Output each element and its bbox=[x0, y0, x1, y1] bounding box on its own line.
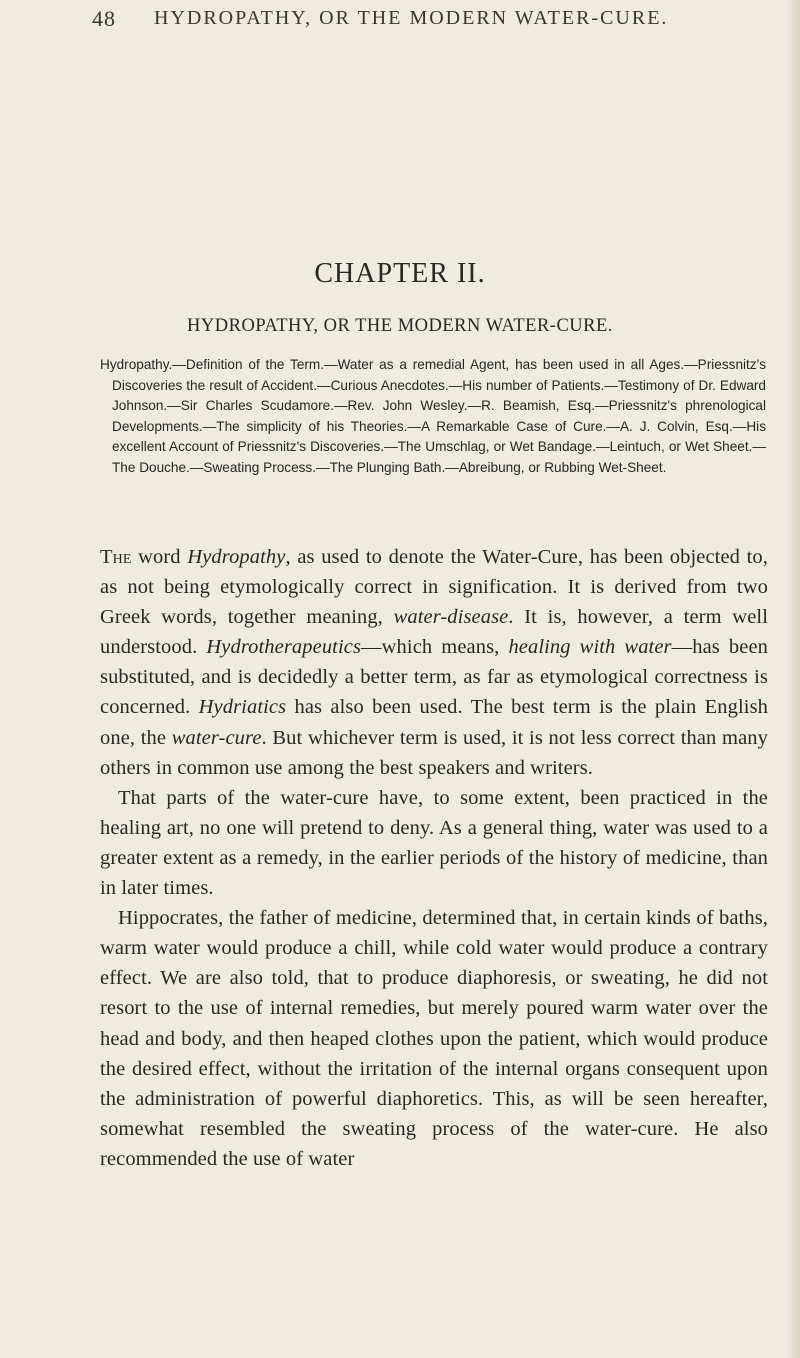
drop-word: The bbox=[100, 546, 132, 568]
body-text bbox=[100, 542, 768, 1174]
term-water-cure: water-cure bbox=[171, 726, 262, 749]
term-healing-with-water: healing with water bbox=[508, 636, 672, 659]
chapter-title: HYDROPATHY, OR THE MODERN WATER-CURE. bbox=[187, 316, 613, 336]
paragraph-3: Hippocrates, the father of medicine, determined that, in certain kinds of baths, warm water would produce a chill, while cold water would produce a contrary effect. We are also told, that to produce diaphoresis, or sweating, he did not resort to the use of internal remedies, but merely poured warm water over the head and body, and then heaped clothes upon the patient, which would produce the desired effect, without the irritation of the internal organs consequent upon the administration of powerful diaphoretics. This, as will be seen hereafter, somewhat resembled the sweating process of the water-cure. He also recommended the use of water bbox=[100, 907, 768, 1170]
running-title: HYDROPATHY, OR THE MODERN WATER-CURE. bbox=[154, 7, 669, 29]
paragraph-1: The word Hydropathy, as used to denote the Water-Cure, has been objected to, as not being etymologically correct in signification. It is derived from two Greek words, together meaning, water-disease. It is, however, a term well understood. Hydrotherapeutics—which means, healing with water—has been substituted, and is decidedly a better term, as far as etymological correctness is concerned. Hydriatics has also been used. The best term is the plain English one, the water-cure. But whichever term is used, it is not less correct than many others in common use among the best speakers and writers. bbox=[100, 546, 769, 779]
term-hydropathy: Hydropathy bbox=[187, 546, 286, 568]
running-header bbox=[92, 6, 772, 40]
term-hydriatics: Hydriatics bbox=[198, 696, 287, 719]
paragraph-2: That parts of the water-cure have, to some extent, been practiced in the healing art, no one will pretend to deny. As a general thing, water was used to a greater extent as a remedy, in the earlier periods of the history of medicine, than in later times. bbox=[100, 786, 768, 900]
page-number: 48 bbox=[92, 6, 116, 31]
term-water-disease: water-disease bbox=[393, 606, 509, 629]
chapter-heading: CHAPTER II. bbox=[314, 258, 486, 289]
page-edge-shadow bbox=[786, 0, 800, 1358]
term-hydrotherapeutics: Hydrotherapeutics bbox=[206, 636, 362, 659]
chapter-synopsis: Hydropathy.—Definition of the Term.—Water as a remedial Agent, has been used in all Ages.—Priessnitz's Discoveries the result of Accident.—Curious Anecdotes.—His number of Patients.—Testimony of Dr. Edward Johnson.—Sir Charles Scudamore.—Rev. John Wesley.—R. Beamish, Esq.—Priessnitz's phrenological Developments.—The simplicity of his Theories.—A Remarkable Case of Cure.—A. J. Colvin, Esq.—His excellent Account of Priessnitz's Discoveries.—The Umschlag, or Wet Bandage.—Leintuch, or Wet Sheet.—The Douche.—Sweating Process.—The Plunging Bath.—Abreibung, or Rubbing Wet-Sheet. bbox=[100, 357, 766, 475]
